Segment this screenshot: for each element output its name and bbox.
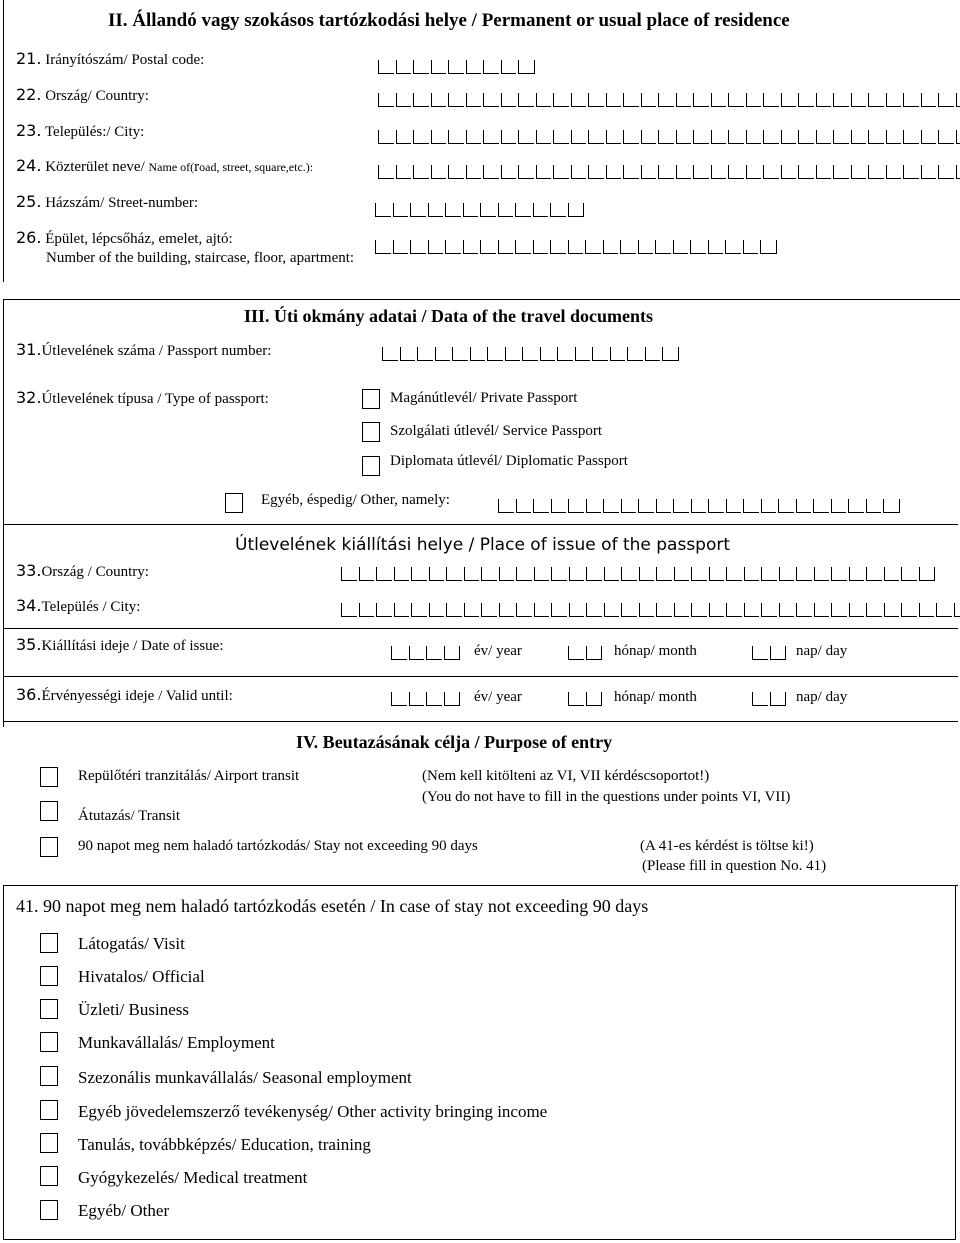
valid-day-boxes[interactable] [752,692,788,706]
divider [3,1239,956,1240]
right-border [955,885,956,1240]
field-21-label: 21. Irányítószám/ Postal code: [16,49,205,68]
year-label: év/ year [474,689,522,705]
field-23-label: 23. Település:/ City: [16,121,145,140]
seasonal-employment-checkbox[interactable] [40,1066,58,1086]
service-passport-checkbox[interactable] [362,422,380,442]
divider [3,299,960,300]
business-label: Üzleti/ Business [78,1000,189,1019]
note-en: (You do not have to fill in the questions under points VI, VII) [422,789,791,805]
field-26-label: 26. Épület, lépcsőház, emelet, ajtó: [16,228,233,247]
other-income-checkbox[interactable] [40,1100,58,1120]
country-boxes[interactable] [378,93,960,107]
stay-label: 90 napot meg nem haladó tartózkodás/ Stay not exceeding 90 days [78,838,478,854]
issue-place-title: Útlevelének kiállítási helye / Place of issue of the passport [235,535,731,555]
building-boxes[interactable] [375,240,779,254]
stay-checkbox[interactable] [40,837,58,857]
left-border [3,885,4,1240]
transit-label: Átutazás/ Transit [78,808,181,824]
divider [3,524,958,525]
private-passport-label: Magánútlevél/ Private Passport [390,390,578,406]
field-24-label: 24. Közterület neve/ Name of(road, street, square,etc.): [16,156,314,175]
medical-label: Gyógykezelés/ Medical treatment [78,1168,308,1187]
field-25-label: 25. Házszám/ Street-number: [16,192,199,211]
other-purpose-checkbox[interactable] [40,1200,58,1220]
section-title: III. Úti okmány adatai / Data of the travel documents [244,306,653,326]
diplomatic-passport-checkbox[interactable] [362,456,380,476]
postal-code-boxes[interactable] [378,60,537,74]
private-passport-checkbox[interactable] [362,389,380,409]
field-26-label-en: Number of the building, staircase, floor, apartment: [46,250,355,266]
visit-checkbox[interactable] [40,933,58,953]
note-hu: (A 41-es kérdést is töltse ki!) [640,838,814,854]
official-label: Hivatalos/ Official [78,967,205,986]
month-label: hónap/ month [614,689,697,705]
field-22-label: 22. Ország/ Country: [16,85,149,104]
note-hu: (Nem kell kitölteni az VI, VII kérdéscsoportot!) [422,768,710,784]
issue-month-boxes[interactable] [568,646,604,660]
note-en: (Please fill in question No. 41) [642,858,827,874]
issue-year-boxes[interactable] [391,646,462,660]
transit-checkbox[interactable] [40,801,58,821]
question-41-title: 41. 90 napot meg nem haladó tartózkodás esetén / In case of stay not exceeding 90 days [16,896,649,916]
issue-city-boxes[interactable] [341,603,960,617]
passport-number-boxes[interactable] [382,347,681,361]
airport-transit-label: Repülőtéri tranzitálás/ Airport transit [78,768,300,784]
left-border [3,0,4,282]
education-label: Tanulás, továbbképzés/ Education, training [78,1135,371,1154]
divider [3,676,958,677]
day-label: nap/ day [796,643,848,659]
visit-label: Látogatás/ Visit [78,934,185,953]
field-32-label: 32.Útlevelének típusa / Type of passport: [16,388,269,407]
official-checkbox[interactable] [40,966,58,986]
education-checkbox[interactable] [40,1133,58,1153]
issue-country-boxes[interactable] [341,567,937,581]
divider [3,721,958,722]
year-label: év/ year [474,643,522,659]
valid-year-boxes[interactable] [391,692,462,706]
city-boxes[interactable] [378,130,960,144]
street-name-boxes[interactable] [378,165,960,179]
field-33-label: 33.Ország / Country: [16,561,149,580]
left-border [3,299,4,727]
medical-checkbox[interactable] [40,1166,58,1186]
service-passport-label: Szolgálati útlevél/ Service Passport [390,423,603,439]
field-34-label: 34.Település / City: [16,596,141,615]
field-31-label: 31.Útlevelének száma / Passport number: [16,340,272,359]
other-passport-boxes[interactable] [498,499,902,513]
other-income-label: Egyéb jövedelemszerző tevékenység/ Other activity bringing income [78,1102,548,1121]
divider [3,628,958,629]
other-passport-checkbox[interactable] [225,493,243,513]
month-label: hónap/ month [614,643,697,659]
diplomatic-passport-label: Diplomata útlevél/ Diplomatic Passport [390,453,628,469]
divider [3,885,958,886]
employment-label: Munkavállalás/ Employment [78,1033,275,1052]
employment-checkbox[interactable] [40,1032,58,1052]
other-passport-label: Egyéb, éspedig/ Other, namely: [261,492,450,508]
airport-transit-checkbox[interactable] [40,767,58,787]
day-label: nap/ day [796,689,848,705]
field-35-label: 35.Kiállítási ideje / Date of issue: [16,635,224,654]
business-checkbox[interactable] [40,999,58,1019]
seasonal-employment-label: Szezonális munkavállalás/ Seasonal employment [78,1068,412,1087]
section-title: IV. Beutazásának célja / Purpose of entry [296,732,613,752]
issue-day-boxes[interactable] [752,646,788,660]
section-title: II. Állandó vagy szokásos tartózkodási helye / Permanent or usual place of residence [108,10,790,31]
street-number-boxes[interactable] [375,203,586,217]
field-36-label: 36.Érvényességi ideje / Valid until: [16,685,233,704]
valid-month-boxes[interactable] [568,692,604,706]
other-purpose-label: Egyéb/ Other [78,1201,170,1220]
